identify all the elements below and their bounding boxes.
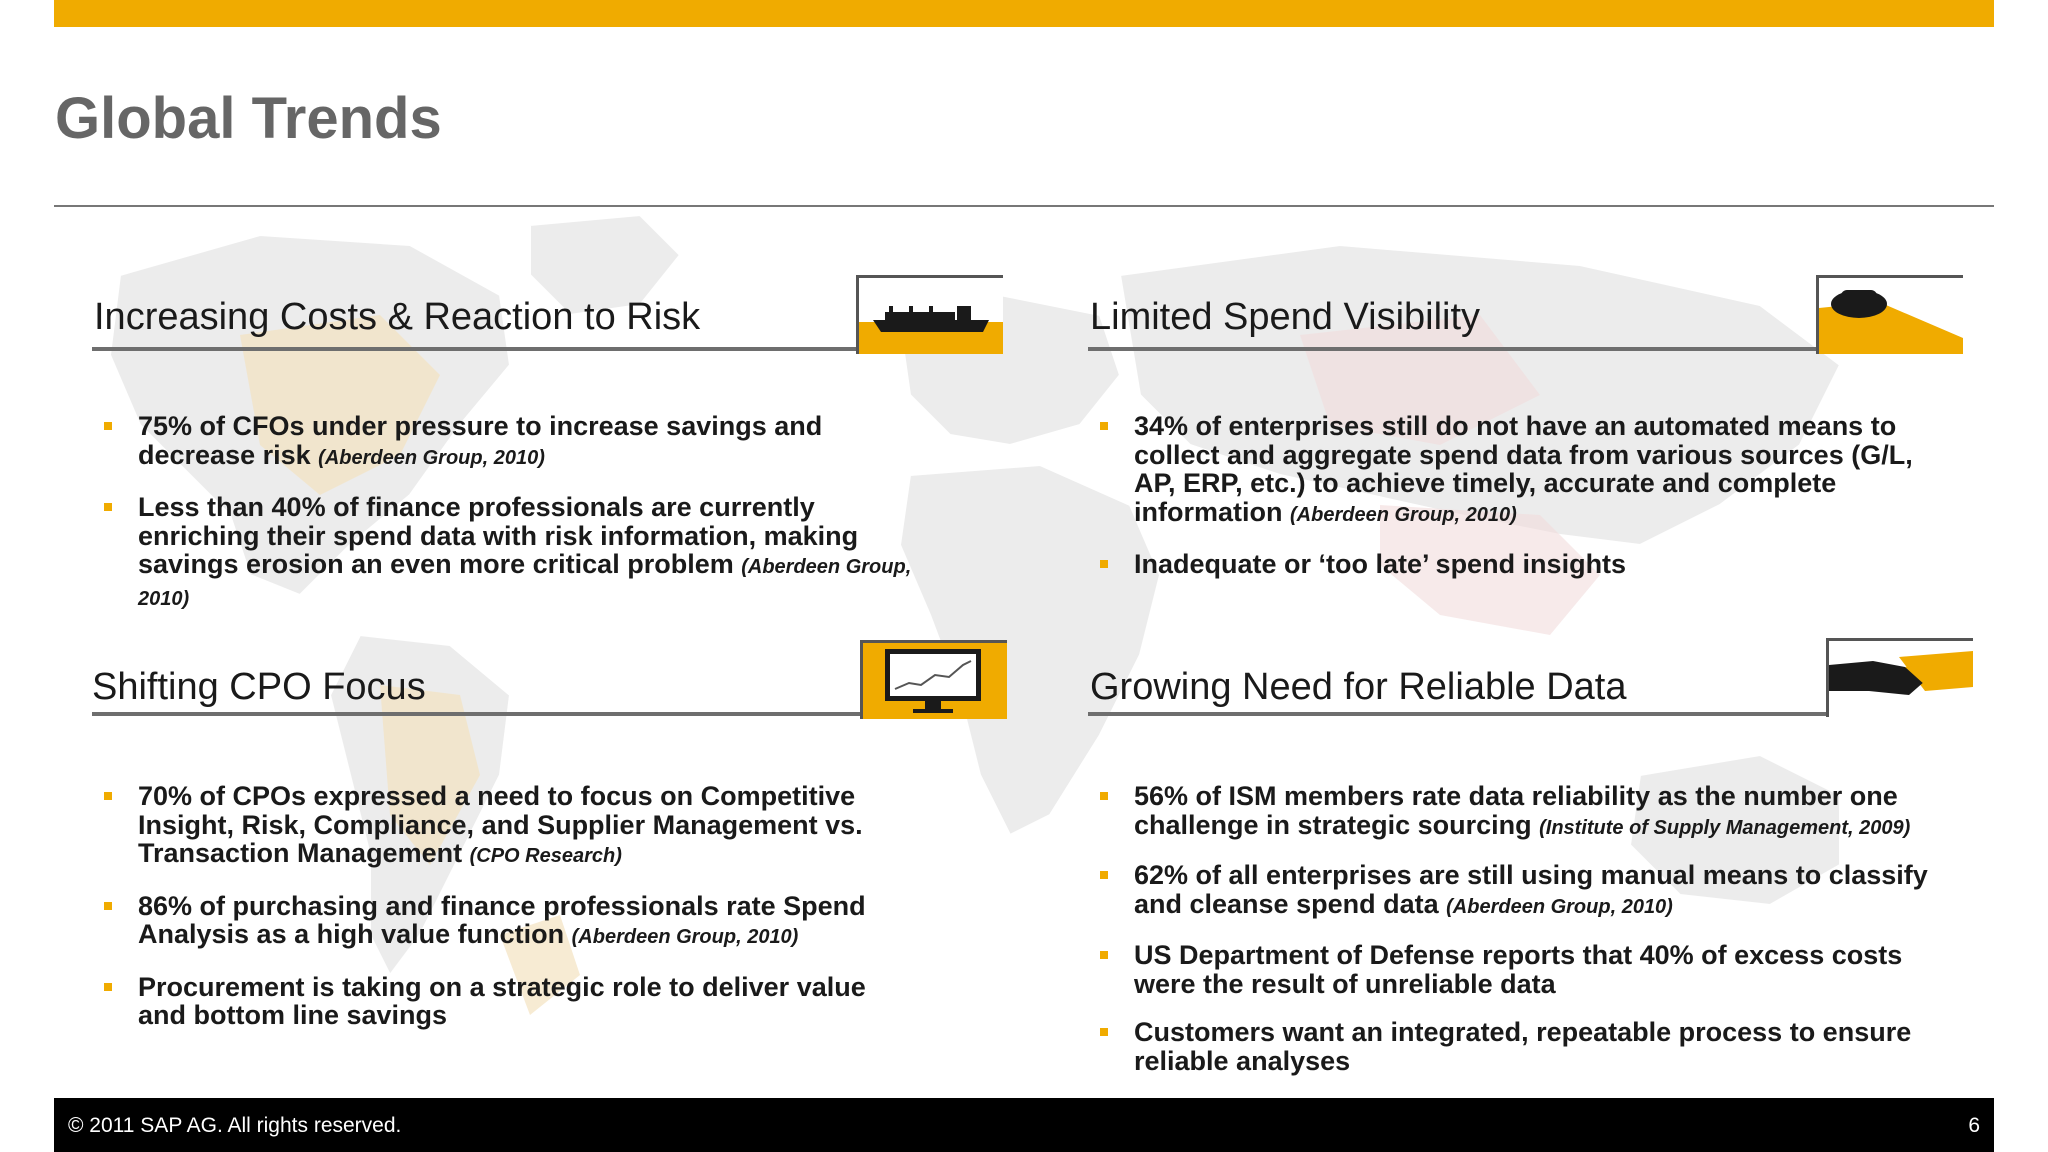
page-number: 6 <box>1968 1114 1980 1137</box>
bullet-list-cpo <box>92 782 912 1030</box>
bullet-list-visibility <box>1088 412 1948 579</box>
page-title: Global Trends <box>55 86 442 151</box>
list-item: 75% of CFOs under pressure to increase savings and decrease risk (Aberdeen Group, 2010) <box>92 412 912 472</box>
section-underline-costs <box>92 347 858 351</box>
list-item: Procurement is taking on a strategic role to deliver value and bottom line savings <box>92 973 912 1030</box>
top-accent-bar <box>54 0 1994 27</box>
section-underline-visibility <box>1088 347 1820 351</box>
section-title-data: Growing Need for Reliable Data <box>1090 666 1627 708</box>
list-item: Inadequate or ‘too late’ spend insights <box>1088 550 1948 579</box>
section-title-cpo: Shifting CPO Focus <box>92 666 426 708</box>
section-title-visibility: Limited Spend Visibility <box>1090 296 1481 338</box>
list-item: US Department of Defense reports that 40% of excess costs were the result of unreliable data <box>1088 941 1948 998</box>
copyright-text: © 2011 SAP AG. All rights reserved. <box>68 1114 402 1137</box>
hat-on-desk-icon <box>1816 275 1963 354</box>
title-divider <box>54 205 1994 207</box>
section-underline-data <box>1088 712 1830 716</box>
list-item: Customers want an integrated, repeatable process to ensure reliable analyses <box>1088 1018 1948 1075</box>
list-item: Less than 40% of finance professionals are currently enriching their spend data with risk information, making savings erosion an even more critical problem (Aberdeen Group, 2010) <box>92 493 912 613</box>
cargo-ship-icon <box>856 275 1003 354</box>
bullet-list-data <box>1088 782 1948 1075</box>
list-item: 62% of all enterprises are still using manual means to classify and cleanse spend data (Aberdeen Group, 2010) <box>1088 861 1948 921</box>
monitor-chart-icon <box>860 640 1007 719</box>
list-item: 34% of enterprises still do not have an automated means to collect and aggregate spend data from various sources (G/L, AP, ERP, etc.) to achieve timely, accurate and complete information (Aberdeen Group, 2010) <box>1088 412 1948 529</box>
footer-bar <box>54 1098 1994 1152</box>
handshake-icon <box>1826 638 1973 717</box>
bullet-list-costs <box>92 412 912 613</box>
list-item: 56% of ISM members rate data reliability as the number one challenge in strategic sourcing (Institute of Supply Management, 2009) <box>1088 782 1948 842</box>
list-item: 86% of purchasing and finance professionals rate Spend Analysis as a high value function (Aberdeen Group, 2010) <box>92 892 912 952</box>
section-title-costs: Increasing Costs & Reaction to Risk <box>94 296 701 338</box>
list-item: 70% of CPOs expressed a need to focus on Competitive Insight, Risk, Compliance, and Supplier Management vs. Transaction Management (CPO Research) <box>92 782 912 871</box>
section-underline-cpo <box>92 712 862 716</box>
